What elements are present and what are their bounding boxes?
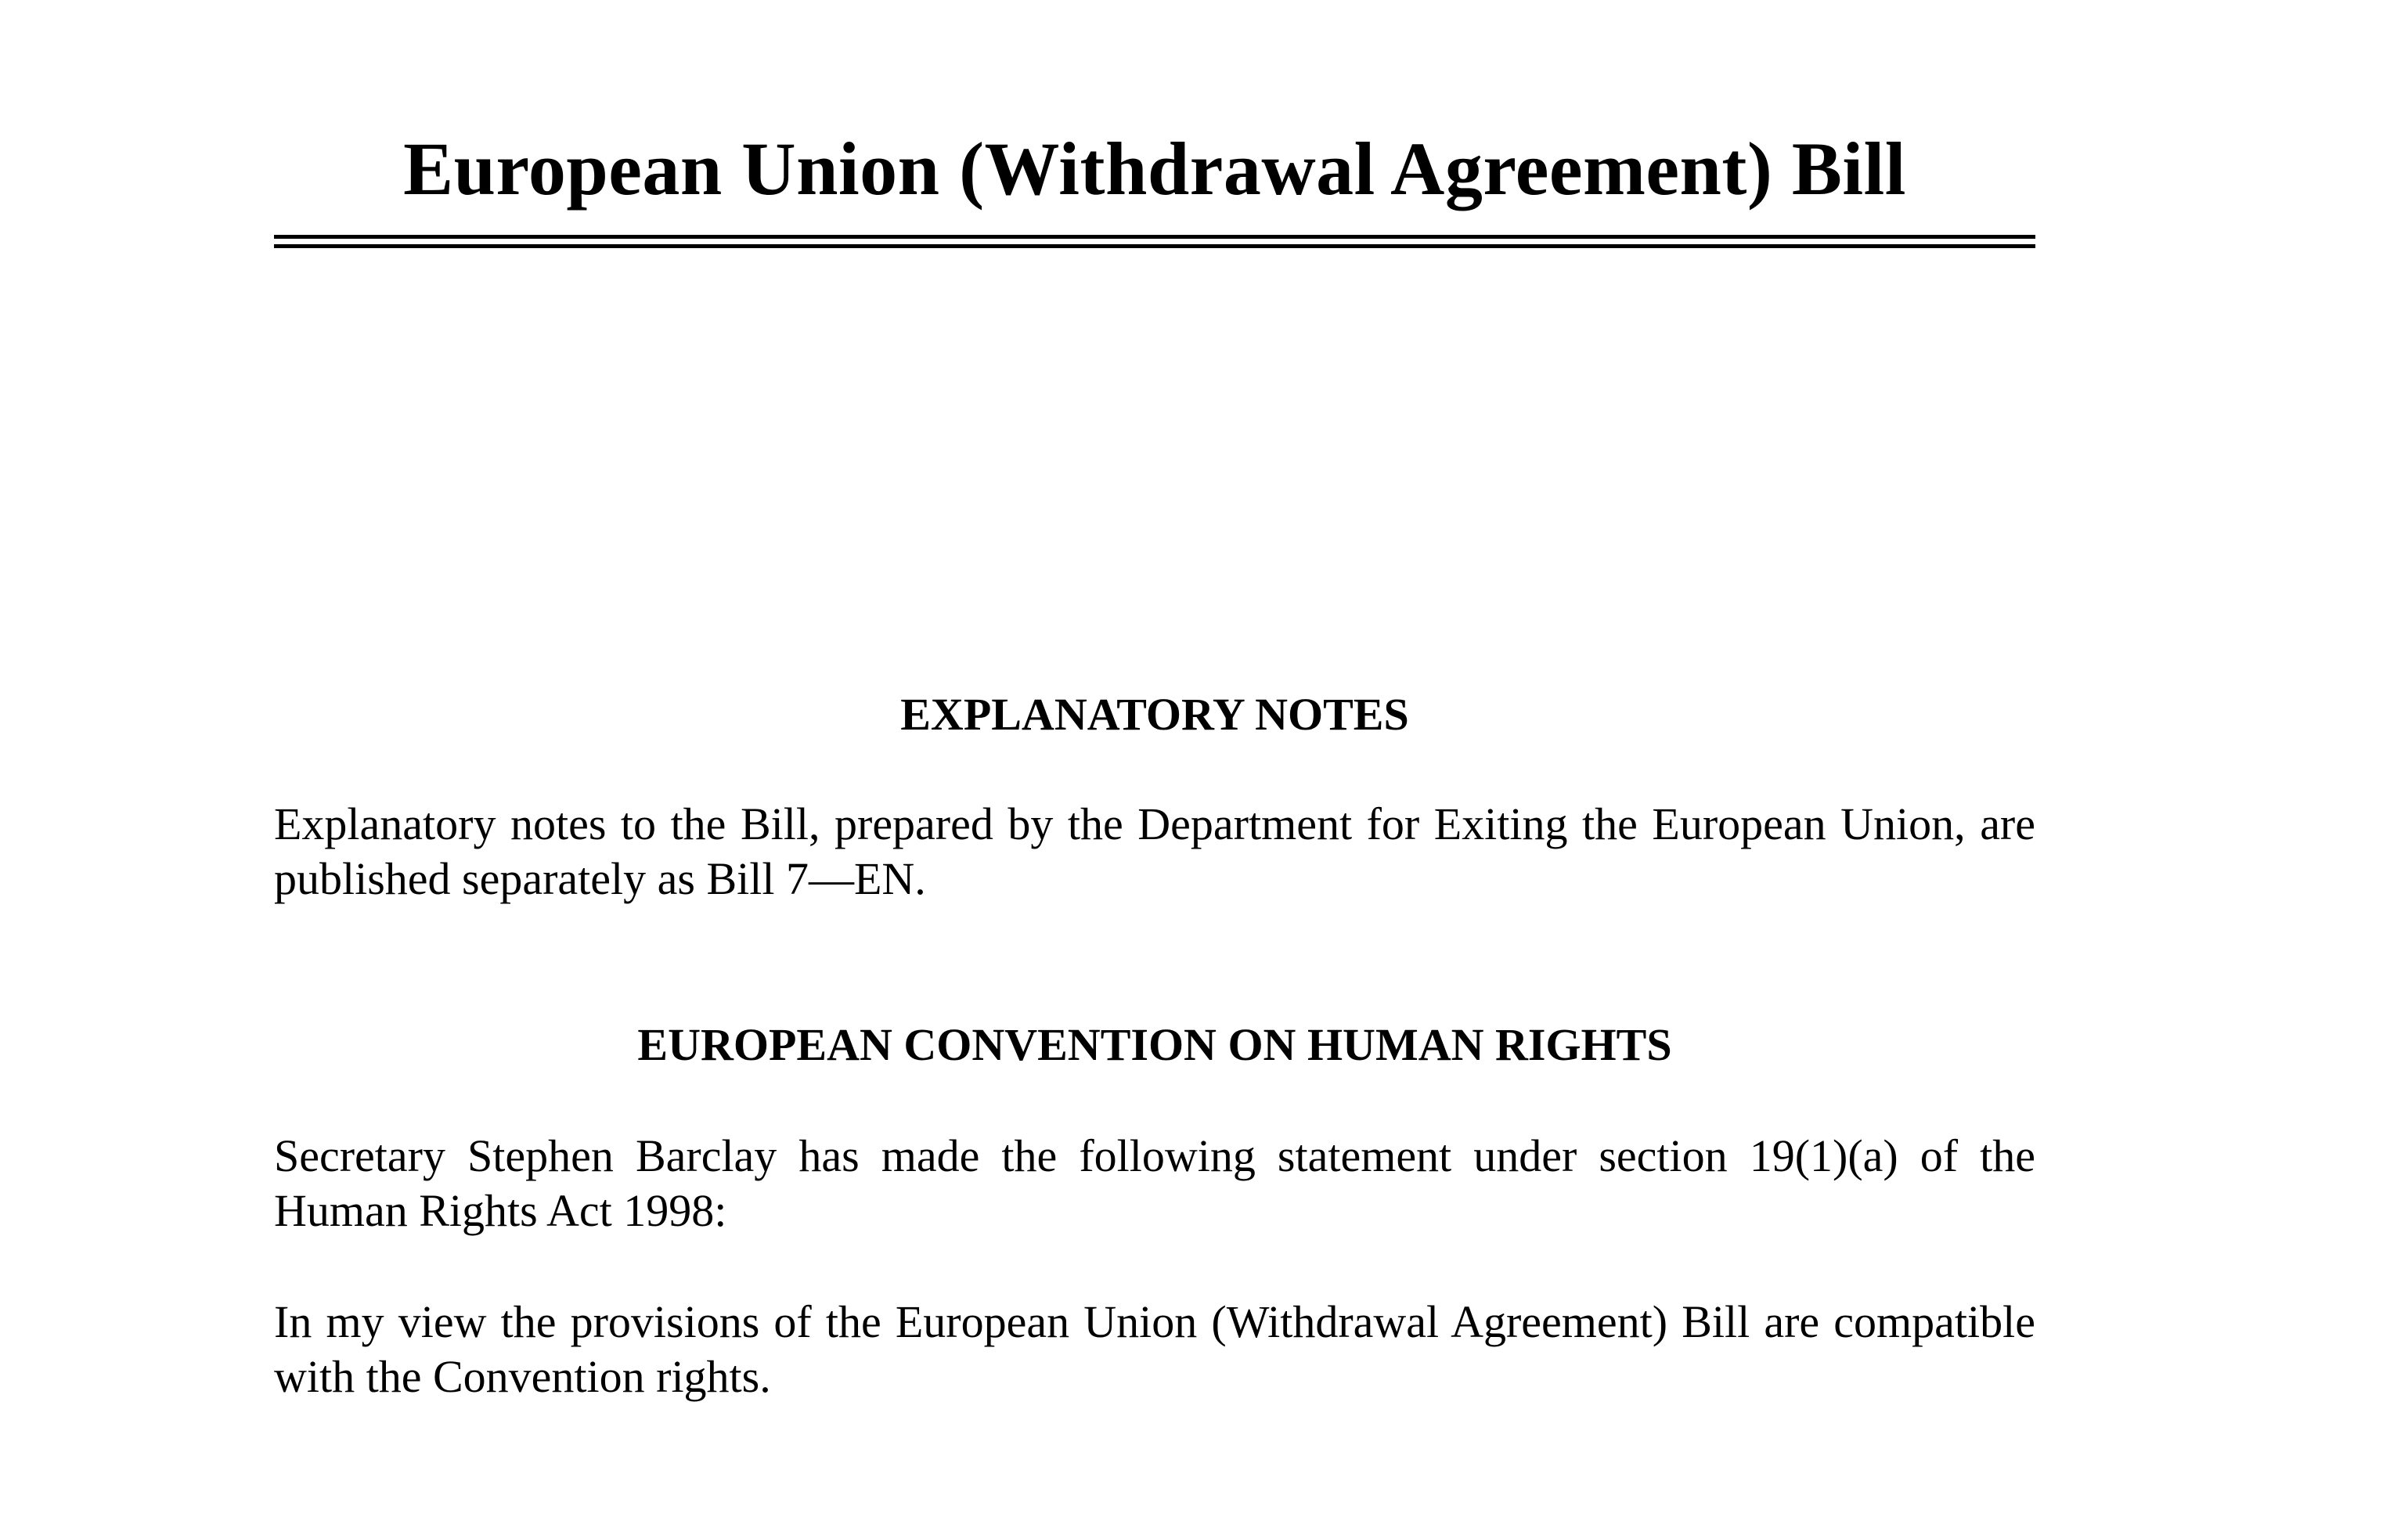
explanatory-notes-heading: EXPLANATORY NOTES xyxy=(900,689,1409,740)
explanatory-notes-paragraph: Explanatory notes to the Bill, prepared by the Department for Exiting the European Union, are published separately as Bill 7—EN. xyxy=(274,798,2035,904)
echr-compatibility-statement: In my view the provisions of the European Union (Withdrawal Agreement) Bill are compatible with the Convention rights. xyxy=(274,1296,2035,1402)
title-rule-top xyxy=(274,235,2035,239)
document-page xyxy=(274,0,2035,1528)
echr-statement-intro: Secretary Stephen Barclay has made the following statement under section 19(1)(a) of the Human Rights Act 1998: xyxy=(274,1130,2035,1236)
echr-heading: EUROPEAN CONVENTION ON HUMAN RIGHTS xyxy=(637,1019,1672,1070)
bill-title: European Union (Withdrawal Agreement) Bill xyxy=(403,127,1906,211)
title-rule-bottom xyxy=(274,244,2035,248)
